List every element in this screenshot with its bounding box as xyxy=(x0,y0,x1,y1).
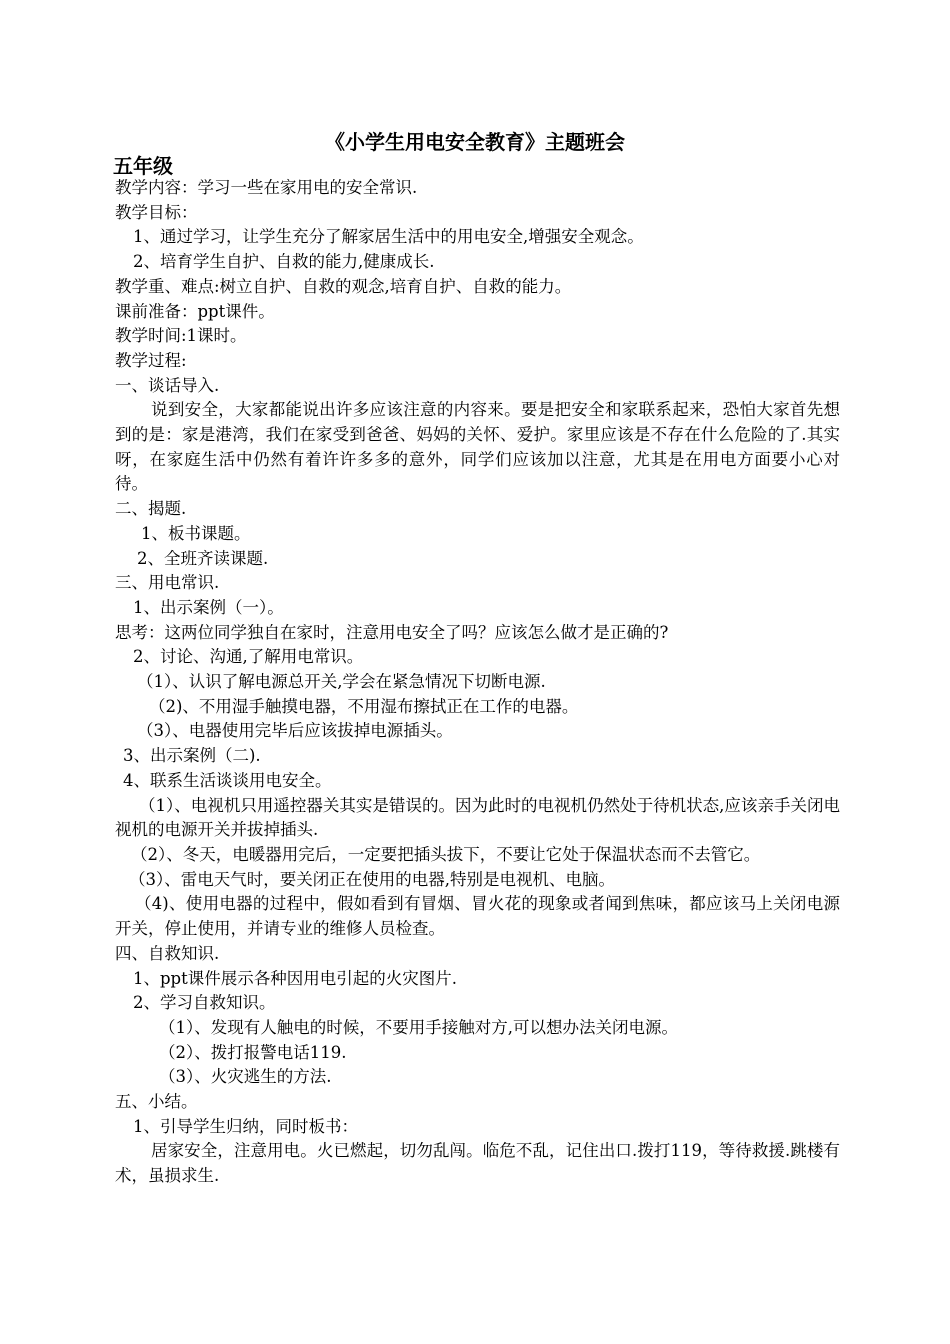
document-title: 《小学生用电安全教育》主题班会 xyxy=(325,130,625,154)
paragraph-line: 1、板书课题。 xyxy=(141,523,251,543)
paragraph-line: （2）、冬天，电暖器用完后，一定要把插头拔下，不要让它处于保温状态而不去管它。 xyxy=(131,844,761,864)
paragraph-line: （3）、火灾逃生的方法. xyxy=(159,1067,332,1087)
paragraph-line: （2)、不用湿手触摸电器，不用湿布擦拭正在工作的电器。 xyxy=(149,696,579,716)
paragraph-line: 教学重、难点:树立自护、自救的观念,培育自护、自救的能力。 xyxy=(115,276,572,296)
paragraph-line: 思考：这两位同学独自在家时，注意用电安全了吗？应该怎么做才是正确的? xyxy=(115,622,669,642)
paragraph-line: 2、培育学生自护、自救的能力,健康成长. xyxy=(133,252,435,272)
paragraph-line: 教学时间:1课时。 xyxy=(115,326,247,346)
paragraph-line: 课前准备：ppt课件。 xyxy=(115,301,275,321)
paragraph-line: 五、小结。 xyxy=(115,1092,198,1112)
paragraph-line: （1）、认识了解电源总开关,学会在紧急情况下切断电源. xyxy=(137,672,546,692)
paragraph-line: 居家安全，注意用电。火已燃起，切勿乱闯。临危不乱，记住出口.拨打119，等待救援.跳楼有术，虽损求生. xyxy=(115,1141,840,1186)
paragraph-line: 2、全班齐读课题. xyxy=(137,548,269,568)
paragraph-line: （4)、使用电器的过程中，假如看到有冒烟、冒火花的现象或者闻到焦味，都应该马上关闭电源开关，停止使用，并请专业的维修人员检查。 xyxy=(115,894,840,939)
paragraph-line: 1、出示案例（一）。 xyxy=(133,597,284,617)
paragraph-line: 2、讨论、沟通,了解用电常识。 xyxy=(133,647,364,667)
paragraph-line: 二、揭题. xyxy=(115,499,187,519)
paragraph-line: 2、学习自救知识。 xyxy=(133,993,276,1013)
paragraph-line: 一、谈话导入. xyxy=(115,375,220,395)
paragraph-line: 教学过程: xyxy=(115,350,187,370)
paragraph-line: 说到安全，大家都能说出许多应该注意的内容来。要是把安全和家联系起来，恐怕大家首先想到的是：家是港湾，我们在家受到爸爸、妈妈的关怀、爱护。家里应该是不存在什么危险的了.其实呀，在家庭生活中仍然有着许许多多的意外，同学们应该加以注意，尤其是在用电方面要小心对待。 xyxy=(115,400,840,494)
paragraph-line: 四、自救知识. xyxy=(115,943,220,963)
paragraph-line: 1、通过学习，让学生充分了解家居生活中的用电安全,增强安全观念。 xyxy=(133,227,644,247)
paragraph-line: 三、用电常识. xyxy=(115,573,220,593)
grade-heading: 五年级 xyxy=(113,154,173,178)
paragraph-line: 教学目标： xyxy=(115,202,198,222)
paragraph-line: （1）、发现有人触电的时候，不要用手接触对方,可以想办法关闭电源。 xyxy=(159,1017,678,1037)
paragraph-line: （1）、电视机只用遥控器关其实是错误的。因为此时的电视机仍然处于待机状态,应该亲手关闭电视机的电源开关并拔掉插头. xyxy=(115,795,840,840)
paragraph-line: 4、联系生活谈谈用电安全。 xyxy=(123,770,332,790)
paragraph-line: 教学内容：学习一些在家用电的安全常识. xyxy=(115,178,418,197)
paragraph-line: 1、ppt课件展示各种因用电引起的火灾图片. xyxy=(133,968,457,988)
paragraph-line: （3）、电器使用完毕后应该拔掉电源插头。 xyxy=(137,721,453,741)
paragraph-line: 1、引导学生归纳，同时板书： xyxy=(133,1116,358,1136)
document-body xyxy=(115,176,840,1189)
paragraph-line: （3）、雷电天气时，要关闭正在使用的电器,特别是电视机、电脑。 xyxy=(129,869,615,889)
paragraph-line: （2）、拨打报警电话119. xyxy=(159,1042,347,1062)
paragraph-line: 3、出示案例（二). xyxy=(123,746,261,766)
